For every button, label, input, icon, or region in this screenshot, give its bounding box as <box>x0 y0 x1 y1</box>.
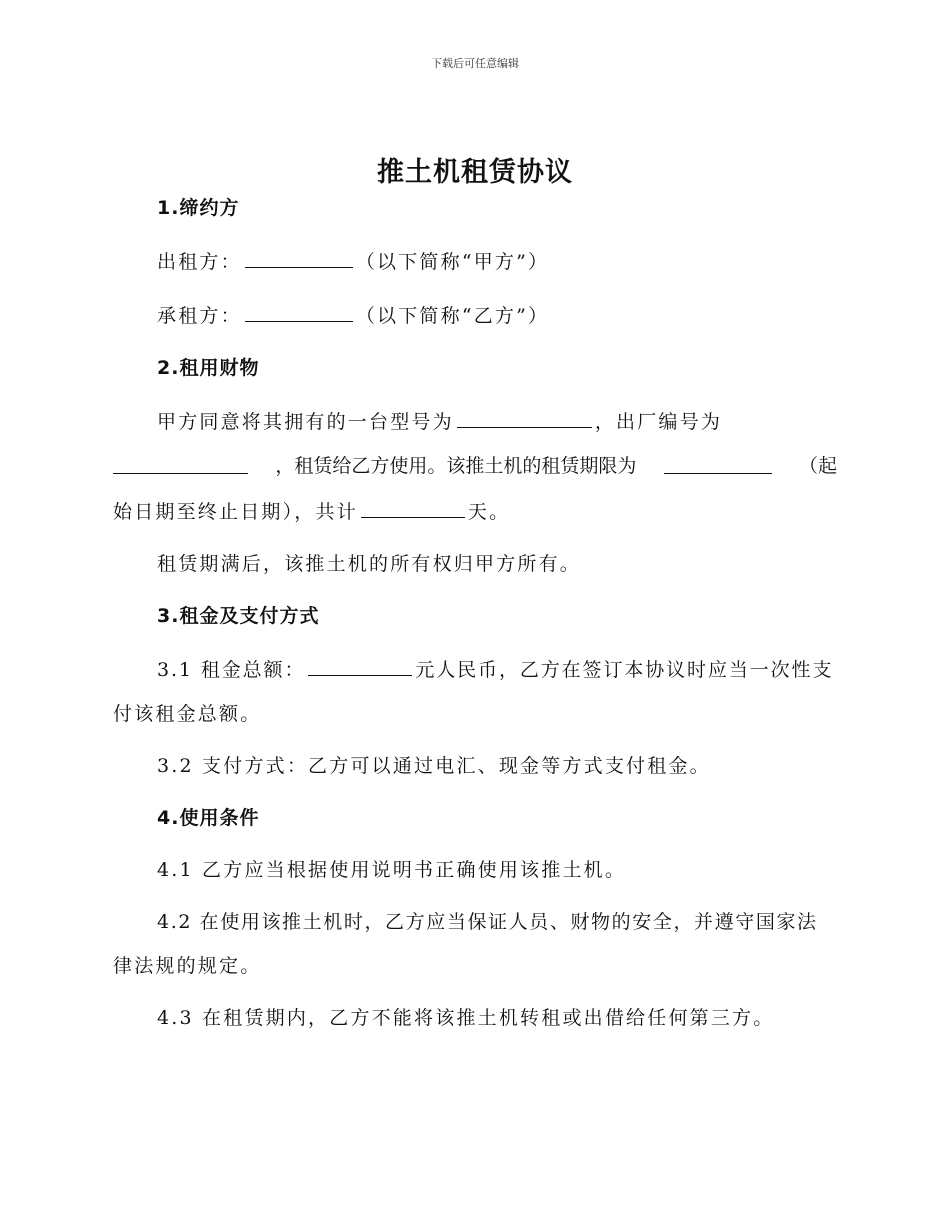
usage-clause-4-2-line-2: 律法规的规定。 <box>113 955 262 977</box>
rent-total-line-1 <box>113 655 837 683</box>
rent-total-line-2: 付该租金总额。 <box>113 703 262 725</box>
lessor-note: （以下简称“甲方”） <box>355 251 550 273</box>
rent-text-a: 3.1 租金总额： <box>157 659 306 681</box>
property-text-e: 始日期至终止日期），共计 <box>113 501 358 523</box>
section-heading-usage-conditions: 4.使用条件 <box>157 807 260 829</box>
lessee-note: （以下简称“乙方”） <box>355 305 550 327</box>
lessee-blank[interactable] <box>245 301 353 322</box>
section-heading-rent-payment: 3.租金及支付方式 <box>157 605 320 627</box>
document-title: 推土机租赁协议 <box>377 157 573 188</box>
usage-clause-4-2-line-1: 4.2 在使用该推土机时，乙方应当保证人员、财物的安全，并遵守国家法 <box>157 911 818 933</box>
lessee-line <box>113 301 837 329</box>
total-days-blank[interactable] <box>361 497 465 518</box>
lessor-label: 出租方： <box>157 251 242 273</box>
ownership-paragraph: 租赁期满后，该推土机的所有权归甲方所有。 <box>157 553 582 575</box>
lessor-line <box>113 247 837 275</box>
rent-text-b: 元人民币，乙方在签订本协议时应当一次性支 <box>415 659 834 681</box>
property-line-1 <box>113 407 837 435</box>
property-line-3 <box>113 497 837 525</box>
serial-number-blank[interactable] <box>113 453 248 474</box>
property-text-a: 甲方同意将其拥有的一台型号为 <box>157 411 454 433</box>
lessor-blank[interactable] <box>245 247 353 268</box>
section-heading-leased-property: 2.租用财物 <box>157 357 260 379</box>
property-text-f: 天。 <box>467 501 511 523</box>
property-line-2 <box>113 453 837 479</box>
section-heading-parties: 1.缔约方 <box>157 197 240 219</box>
property-text-b: ，出厂编号为 <box>594 411 723 433</box>
usage-clause-4-3: 4.3 在租赁期内，乙方不能将该推土机转租或出借给任何第三方。 <box>157 1007 775 1029</box>
model-number-blank[interactable] <box>457 407 592 428</box>
payment-method-paragraph: 3.2 支付方式：乙方可以通过电汇、现金等方式支付租金。 <box>157 755 711 777</box>
document-body <box>113 195 837 1031</box>
page-header: 下载后可任意编辑 <box>431 57 519 70</box>
property-text-c: ，租赁给乙方使用。该推土机的租赁期限为 <box>275 455 637 477</box>
lease-term-blank[interactable] <box>664 453 772 474</box>
lessee-label: 承租方： <box>157 305 242 327</box>
usage-clause-4-1: 4.1 乙方应当根据使用说明书正确使用该推土机。 <box>157 859 627 881</box>
rent-amount-blank[interactable] <box>308 655 412 676</box>
property-text-d: （起 <box>798 455 837 477</box>
